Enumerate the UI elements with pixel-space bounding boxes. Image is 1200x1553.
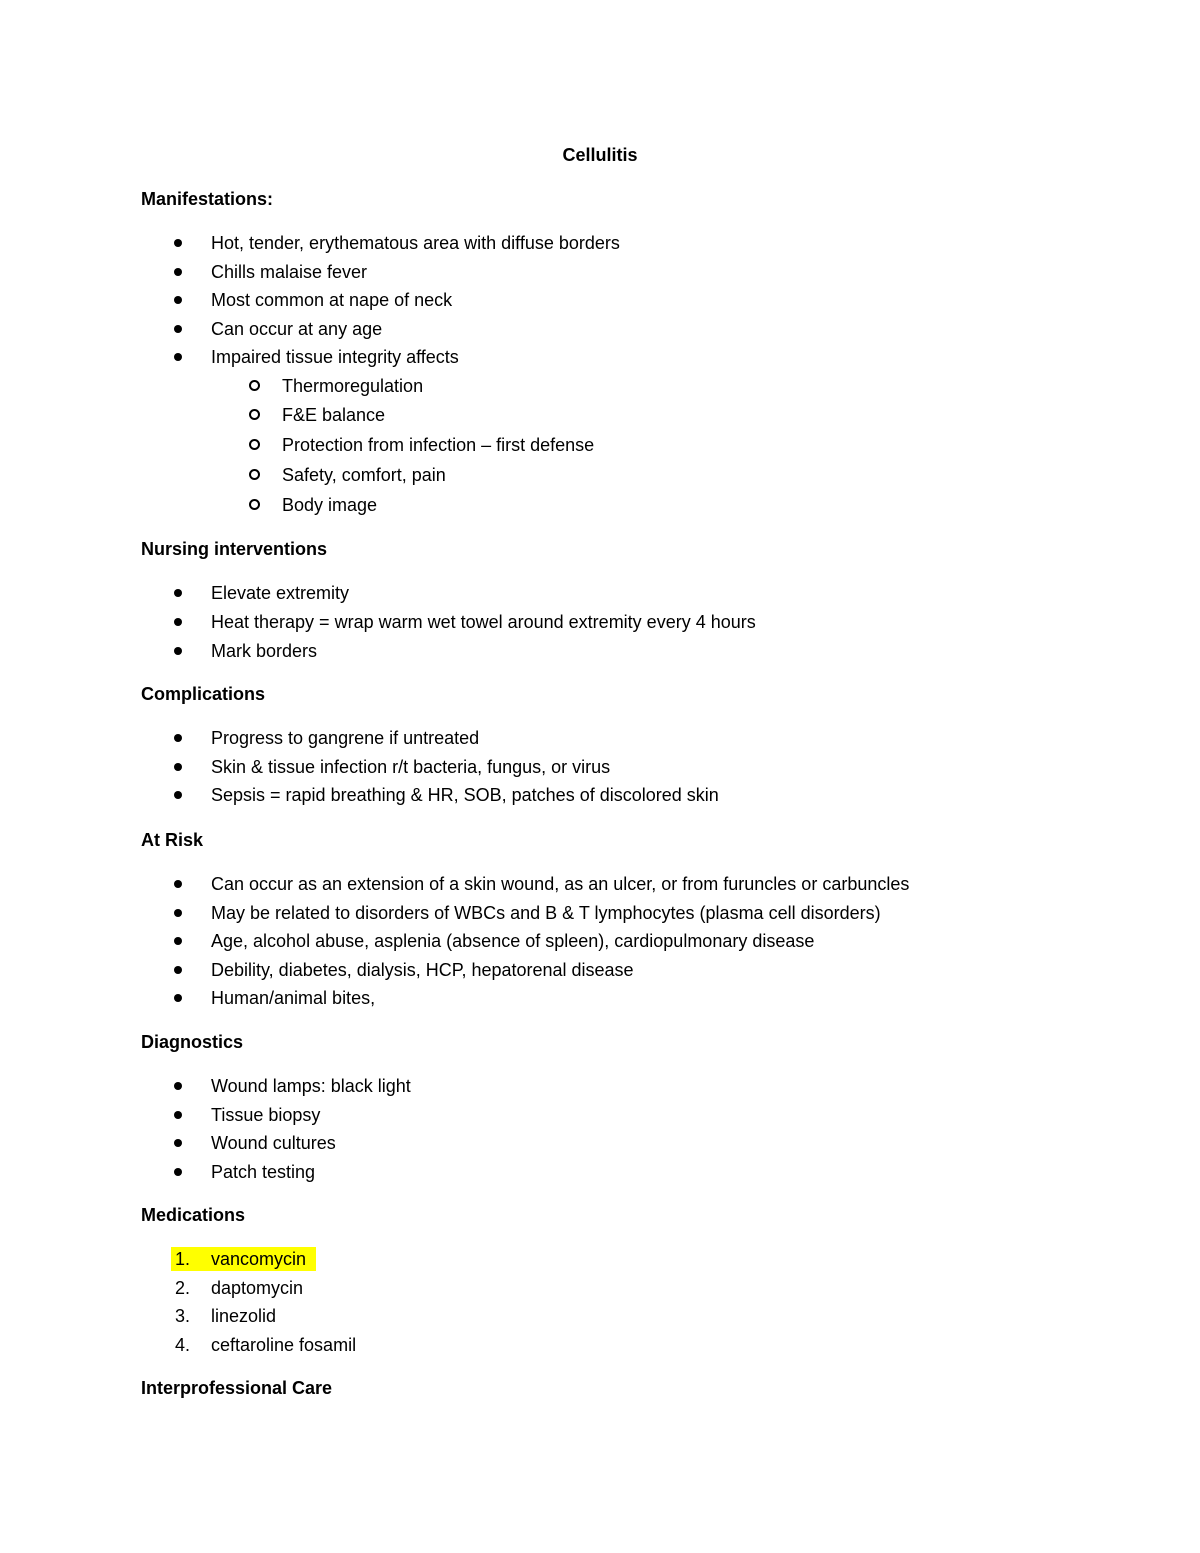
bullet-icon [174,1168,182,1176]
list-item [141,1304,1141,1333]
list-item-text: Heat therapy = wrap warm wet towel around extremity every 4 hours [211,612,756,632]
list-item-text: F&E balance [282,405,386,426]
hollow-bullet-icon [249,380,260,391]
hollow-bullet-icon [249,409,260,420]
list-item-text: Body image [282,494,378,515]
list-item-text: ceftaroline fosamil [211,1334,357,1355]
bullet-icon [174,353,182,361]
section-manifestations [141,187,1141,522]
bullet-list [141,872,1141,1015]
list-item [141,901,1141,930]
bullet-icon [174,1111,182,1119]
list-item [141,783,1141,812]
hollow-bullet-icon [249,439,260,450]
list-item [141,958,1141,987]
list-item-text: Wound cultures [211,1133,336,1153]
list-item-text: Most common at nape of neck [211,290,453,310]
list-item-text: Skin & tissue infection r/t bacteria, fungus, or virus [211,756,611,777]
section-heading: Interprofessional Care [141,1378,333,1398]
bullet-icon [174,791,182,799]
sub-list-item [141,493,1141,523]
list-item [141,755,1141,784]
list-item [141,288,1141,317]
section-heading: Nursing interventions [141,539,328,559]
section-diagnostics [141,1030,1141,1188]
bullet-icon [174,880,182,888]
list-item-text: Hot, tender, erythematous area with diffuse borders [211,233,620,253]
list-item-text: daptomycin [211,1277,304,1298]
section-medications [141,1203,1141,1361]
list-item [141,1160,1141,1189]
list-item-text: Debility, diabetes, dialysis, HCP, hepatorenal disease [211,959,634,980]
list-item-text: linezolid [211,1306,277,1326]
bullet-icon [174,296,182,304]
list-item-text: Thermoregulation [282,375,424,396]
section-interprofessional-care [141,1376,1141,1400]
bullet-icon [174,647,182,655]
list-item-text: vancomycin [211,1249,307,1269]
list-item [141,260,1141,289]
sub-bullet-list [141,374,1141,523]
section-at-risk [141,828,1141,1015]
bullet-list [141,1074,1141,1188]
bullet-icon [174,966,182,974]
list-item [141,929,1141,958]
list-item [141,726,1141,755]
bullet-icon [174,909,182,917]
list-item [141,610,1141,639]
list-number: 2. [175,1277,191,1298]
bullet-icon [174,937,182,945]
bullet-icon [174,618,182,626]
list-item [141,581,1141,610]
bullet-list [141,726,1141,812]
section-nursing-interventions [141,537,1141,668]
bullet-icon [174,1139,182,1147]
bullet-icon [174,994,182,1002]
section-complications [141,682,1141,812]
section-heading: Manifestations: [141,189,274,209]
sub-list-item [141,403,1141,433]
list-item-text: Can occur at any age [211,318,383,339]
sub-list-item [141,433,1141,463]
bullet-icon [174,734,182,742]
bullet-list [141,581,1141,668]
list-item-text: Chills malaise fever [211,261,368,282]
list-item-text: Age, alcohol abuse, asplenia (absence of spleen), cardiopulmonary disease [211,931,815,951]
sub-list-item [141,374,1141,404]
list-item [141,639,1141,668]
page-title: Cellulitis [562,145,638,165]
list-item [141,1131,1141,1160]
list-item-text: Sepsis = rapid breathing & HR, SOB, patches of discolored skin [211,785,719,805]
list-number: 4. [175,1334,191,1355]
bullet-icon [174,763,182,771]
list-item-text: Elevate extremity [211,583,350,603]
list-item [141,317,1141,346]
list-item-text: Progress to gangrene if untreated [211,728,480,748]
numbered-list [141,1247,1141,1361]
list-item-text: Tissue biopsy [211,1104,321,1125]
list-item [141,986,1141,1015]
hollow-bullet-icon [249,499,260,510]
bullet-icon [174,325,182,333]
list-item [141,1276,1141,1305]
list-item-text: Protection from infection – first defense [282,435,595,456]
list-item [141,345,1141,374]
list-item [141,1074,1141,1103]
section-heading: Complications [141,684,266,704]
hollow-bullet-icon [249,469,260,480]
list-number: 3. [175,1306,191,1326]
list-item-text: May be related to disorders of WBCs and B & T lymphocytes (plasma cell disorders) [211,902,881,923]
list-item-text: Wound lamps: black light [211,1076,411,1096]
list-item-text: Human/animal bites, [211,988,376,1008]
bullet-icon [174,268,182,276]
bullet-icon [174,1082,182,1090]
section-heading: Medications [141,1205,246,1225]
bullet-icon [174,589,182,597]
list-number: 1. [175,1249,191,1269]
list-item [141,231,1141,260]
list-item-text: Impaired tissue integrity affects [211,347,459,367]
list-item [141,1333,1141,1362]
section-heading: At Risk [141,830,204,850]
list-item-text: Can occur as an extension of a skin wound, as an ulcer, or from furuncles or carbuncles [211,874,910,894]
list-item [141,872,1141,901]
section-heading: Diagnostics [141,1032,244,1052]
list-item-text: Mark borders [211,641,318,661]
list-item-text: Safety, comfort, pain [282,464,446,485]
list-item [141,1247,1141,1276]
bullet-icon [174,239,182,247]
sub-list-item [141,463,1141,493]
bullet-list [141,231,1141,374]
list-item-text: Patch testing [211,1161,316,1182]
list-item [141,1103,1141,1132]
